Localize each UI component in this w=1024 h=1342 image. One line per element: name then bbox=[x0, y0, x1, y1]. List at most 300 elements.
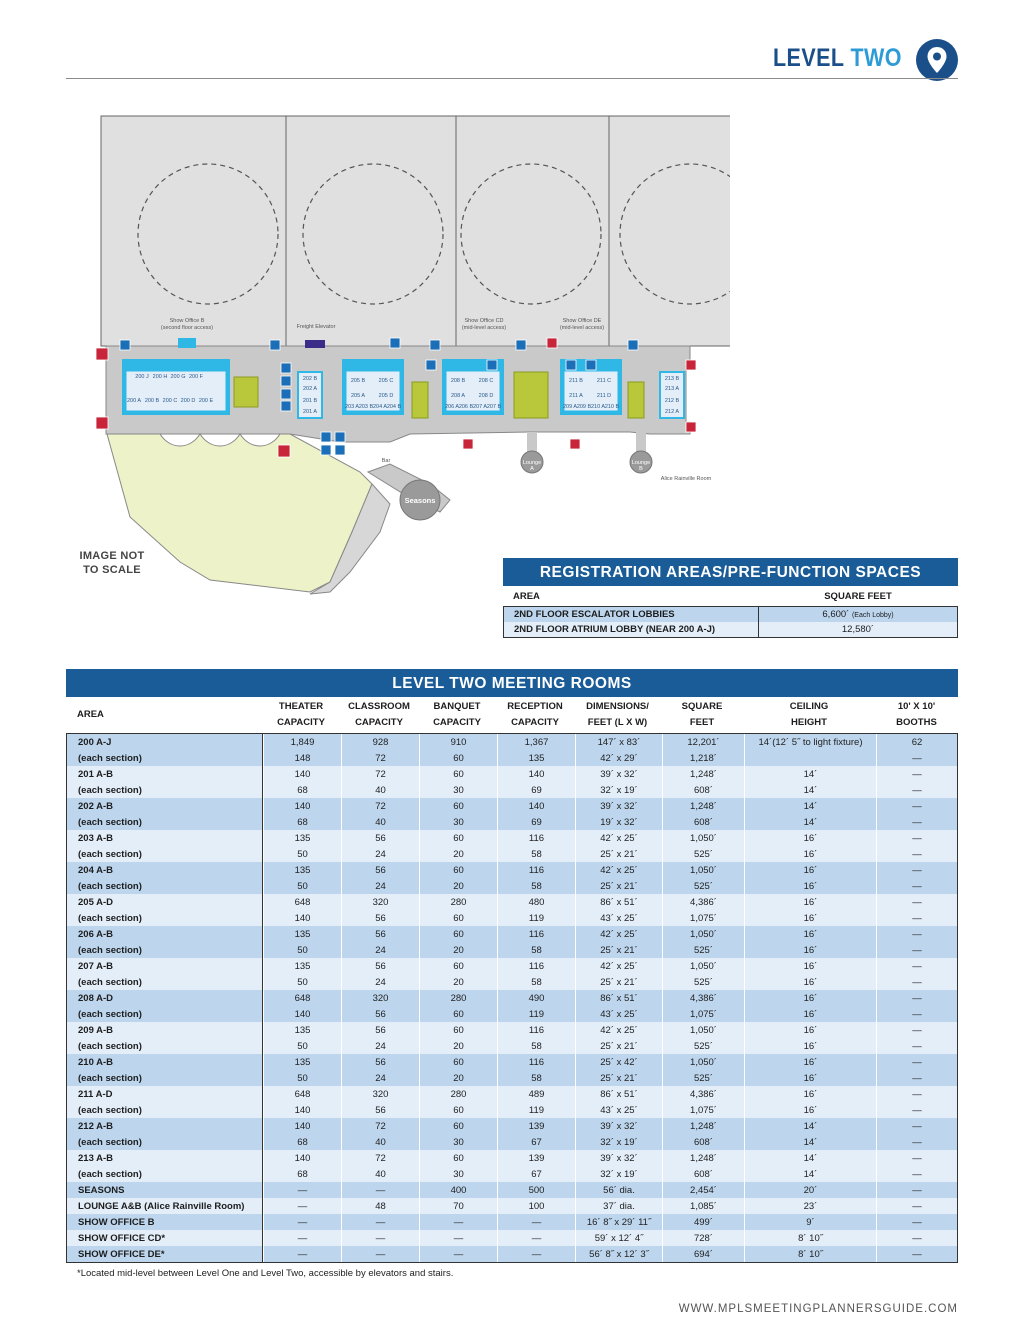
cell-area: (each section) bbox=[67, 1038, 263, 1054]
room-208b: 208 B bbox=[450, 378, 466, 384]
room-211b: 211 B bbox=[569, 378, 583, 384]
cell-reception: 119 bbox=[497, 1102, 575, 1118]
cell-reception: 69 bbox=[497, 814, 575, 830]
cell-area: 204 A-B bbox=[67, 862, 263, 878]
cell-area: (each section) bbox=[67, 910, 263, 926]
table-row bbox=[67, 1070, 957, 1086]
cell-reception: 480 bbox=[497, 894, 575, 910]
cell-ceiling: 20´ bbox=[744, 1182, 876, 1198]
cell-square-feet: 499´ bbox=[662, 1214, 744, 1230]
cell-theater: 648 bbox=[263, 894, 341, 910]
room-209a: 209 A bbox=[562, 404, 578, 410]
cell-dimensions: 25´ x 42´ bbox=[575, 1054, 662, 1070]
cell-theater: 140 bbox=[263, 1118, 341, 1134]
table-row bbox=[67, 974, 957, 990]
cell-classroom: 40 bbox=[341, 782, 419, 798]
cell-ceiling: 16´ bbox=[744, 1006, 876, 1022]
footnote: *Located mid-level between Level One and Level Two, accessible by elevators and stairs. bbox=[77, 1268, 454, 1279]
room-200g: 200 G bbox=[170, 374, 186, 380]
cell-banquet: 280 bbox=[419, 1086, 497, 1102]
cell-ceiling: 16´ bbox=[744, 1022, 876, 1038]
cell-classroom: 24 bbox=[341, 1070, 419, 1086]
cell-reception: 490 bbox=[497, 990, 575, 1006]
label-show-office-b-note: (second floor access) bbox=[160, 325, 214, 331]
cell-banquet: 910 bbox=[419, 734, 497, 750]
cell-theater: 135 bbox=[263, 862, 341, 878]
table-row bbox=[67, 750, 957, 766]
cell-ceiling: 16´ bbox=[744, 1054, 876, 1070]
cell-area: 203 A-B bbox=[67, 830, 263, 846]
table-row bbox=[67, 1214, 957, 1230]
cell-classroom: 56 bbox=[341, 862, 419, 878]
cell-dimensions: 42´ x 25´ bbox=[575, 862, 662, 878]
cell-theater: 140 bbox=[263, 1102, 341, 1118]
registration-col-sqft: SQUARE FEET bbox=[824, 590, 892, 602]
cell-reception: 69 bbox=[497, 782, 575, 798]
table-row bbox=[67, 830, 957, 846]
cell-theater: 50 bbox=[263, 846, 341, 862]
cell-booths: — bbox=[876, 1150, 957, 1166]
cell-square-feet: 1,248´ bbox=[662, 766, 744, 782]
cell-reception: 140 bbox=[497, 766, 575, 782]
cell-ceiling: 16´ bbox=[744, 878, 876, 894]
cell-dimensions: 32´ x 19´ bbox=[575, 782, 662, 798]
room-209b: 209 B bbox=[576, 404, 592, 410]
table-row bbox=[67, 862, 957, 878]
cell-banquet: 30 bbox=[419, 782, 497, 798]
cell-square-feet: 525´ bbox=[662, 878, 744, 894]
table-row bbox=[67, 926, 957, 942]
cell-booths: — bbox=[876, 766, 957, 782]
cell-area: (each section) bbox=[67, 1070, 263, 1086]
cell-classroom: — bbox=[341, 1230, 419, 1246]
cell-reception: 140 bbox=[497, 798, 575, 814]
room-204a: 204 A bbox=[372, 404, 388, 410]
cell-classroom: 72 bbox=[341, 1118, 419, 1134]
cell-square-feet: 608´ bbox=[662, 1134, 744, 1150]
room-202a: 202 A bbox=[302, 386, 318, 392]
table-row bbox=[67, 1022, 957, 1038]
cell-area: 201 A-B bbox=[67, 766, 263, 782]
cell-booths: — bbox=[876, 1054, 957, 1070]
cell-banquet: 280 bbox=[419, 894, 497, 910]
cell-banquet: 60 bbox=[419, 766, 497, 782]
cell-square-feet: 525´ bbox=[662, 1038, 744, 1054]
cell-dimensions: 43´ x 25´ bbox=[575, 1006, 662, 1022]
cell-banquet: 60 bbox=[419, 830, 497, 846]
cell-theater: — bbox=[263, 1214, 341, 1230]
cell-square-feet: 1,050´ bbox=[662, 1054, 744, 1070]
cell-classroom: 24 bbox=[341, 846, 419, 862]
cell-reception: 58 bbox=[497, 846, 575, 862]
label-show-office-cd: Show Office CD bbox=[464, 318, 504, 324]
room-211a: 211 A bbox=[569, 393, 583, 399]
col-area: AREA bbox=[77, 709, 104, 720]
cell-ceiling: 14´ bbox=[744, 798, 876, 814]
cell-theater: 648 bbox=[263, 1086, 341, 1102]
cell-booths: — bbox=[876, 926, 957, 942]
cell-ceiling: 14´ bbox=[744, 1118, 876, 1134]
cell-banquet: 70 bbox=[419, 1198, 497, 1214]
cell-dimensions: 25´ x 21´ bbox=[575, 974, 662, 990]
cell-banquet: 20 bbox=[419, 1038, 497, 1054]
col-dimensions: DIMENSIONS/ FEET (L X W) bbox=[586, 701, 649, 728]
cell-square-feet: 1,075´ bbox=[662, 910, 744, 926]
room-202b: 202 B bbox=[302, 376, 318, 382]
cell-area: 209 A-B bbox=[67, 1022, 263, 1038]
rooms-200 bbox=[122, 359, 230, 415]
cell-dimensions: 56´ 8˝ x 12´ 3˝ bbox=[575, 1246, 662, 1262]
cell-dimensions: 39´ x 32´ bbox=[575, 1118, 662, 1134]
cell-classroom: 40 bbox=[341, 814, 419, 830]
cell-reception: — bbox=[497, 1230, 575, 1246]
cell-reception: 67 bbox=[497, 1166, 575, 1182]
cell-reception: 116 bbox=[497, 1022, 575, 1038]
cell-dimensions: 56´ dia. bbox=[575, 1182, 662, 1198]
table-row bbox=[67, 814, 957, 830]
cell-square-feet: 12,201´ bbox=[662, 734, 744, 750]
cell-banquet: 60 bbox=[419, 910, 497, 926]
table-row bbox=[67, 782, 957, 798]
room-200e: 200 E bbox=[198, 398, 214, 404]
room-213b: 213 B bbox=[664, 376, 680, 382]
cell-theater: 1,849 bbox=[263, 734, 341, 750]
cell-dimensions: 42´ x 29´ bbox=[575, 750, 662, 766]
cell-theater: 135 bbox=[263, 1054, 341, 1070]
room-203a: 203 A bbox=[344, 404, 360, 410]
cell-reception: 116 bbox=[497, 926, 575, 942]
cell-banquet: 20 bbox=[419, 1070, 497, 1086]
table-row bbox=[67, 910, 957, 926]
cell-area: SHOW OFFICE CD* bbox=[67, 1230, 263, 1246]
cell-classroom: — bbox=[341, 1182, 419, 1198]
cell-ceiling: 16´ bbox=[744, 942, 876, 958]
room-200j: 200 J bbox=[135, 374, 149, 380]
cell-classroom: 48 bbox=[341, 1198, 419, 1214]
cell-booths: — bbox=[876, 1246, 957, 1262]
cell-booths: — bbox=[876, 958, 957, 974]
cell-theater: 50 bbox=[263, 974, 341, 990]
room-201b: 201 B bbox=[302, 398, 318, 404]
cell-booths: — bbox=[876, 878, 957, 894]
cell-ceiling: 14´ bbox=[744, 1166, 876, 1182]
cell-theater: — bbox=[263, 1230, 341, 1246]
cell-classroom: 320 bbox=[341, 990, 419, 1006]
cell-reception: 116 bbox=[497, 862, 575, 878]
cell-ceiling: 14´ bbox=[744, 766, 876, 782]
col-ceiling: CEILING HEIGHT bbox=[789, 701, 829, 728]
cell-classroom: 72 bbox=[341, 766, 419, 782]
cell-reception: 116 bbox=[497, 958, 575, 974]
cell-classroom: 56 bbox=[341, 958, 419, 974]
cell-dimensions: 42´ x 25´ bbox=[575, 1022, 662, 1038]
registration-table bbox=[503, 558, 958, 638]
table-row bbox=[67, 1086, 957, 1102]
cell-theater: 68 bbox=[263, 782, 341, 798]
cell-dimensions: 32´ x 19´ bbox=[575, 1134, 662, 1150]
exhibit-halls bbox=[101, 116, 730, 346]
cell-square-feet: 1,050´ bbox=[662, 958, 744, 974]
cell-ceiling: 16´ bbox=[744, 846, 876, 862]
table-row bbox=[67, 1150, 957, 1166]
cell-classroom: 56 bbox=[341, 910, 419, 926]
cell-banquet: 60 bbox=[419, 1054, 497, 1070]
cell-ceiling: 16´ bbox=[744, 1038, 876, 1054]
room-213a: 213 A bbox=[664, 386, 680, 392]
cell-classroom: 40 bbox=[341, 1134, 419, 1150]
cell-theater: 68 bbox=[263, 1166, 341, 1182]
room-200d: 200 D bbox=[180, 398, 196, 404]
cell-square-feet: 525´ bbox=[662, 846, 744, 862]
cell-area: (each section) bbox=[67, 878, 263, 894]
cell-ceiling: 16´ bbox=[744, 1086, 876, 1102]
cell-banquet: 60 bbox=[419, 1150, 497, 1166]
cell-square-feet: 1,248´ bbox=[662, 1150, 744, 1166]
cell-booths: — bbox=[876, 814, 957, 830]
cell-classroom: 40 bbox=[341, 1166, 419, 1182]
cell-area: (each section) bbox=[67, 942, 263, 958]
meeting-rooms-table bbox=[66, 669, 958, 1263]
cell-booths: — bbox=[876, 1198, 957, 1214]
cell-theater: — bbox=[263, 1246, 341, 1262]
cell-theater: — bbox=[263, 1182, 341, 1198]
cell-ceiling: 16´ bbox=[744, 974, 876, 990]
cell-ceiling: 8´ 10˝ bbox=[744, 1246, 876, 1262]
cell-area: (each section) bbox=[67, 1134, 263, 1150]
table-row bbox=[67, 958, 957, 974]
cell-area: (each section) bbox=[67, 1102, 263, 1118]
table-row bbox=[67, 734, 957, 750]
col-theater: THEATER CAPACITY bbox=[277, 701, 325, 728]
cell-dimensions: 42´ x 25´ bbox=[575, 926, 662, 942]
cell-square-feet: 694´ bbox=[662, 1246, 744, 1262]
cell-classroom: 320 bbox=[341, 894, 419, 910]
label-seasons: Seasons bbox=[404, 496, 436, 505]
registration-title: REGISTRATION AREAS/PRE-FUNCTION SPACES bbox=[503, 558, 958, 586]
cell-theater: 148 bbox=[263, 750, 341, 766]
cell-classroom: 72 bbox=[341, 1150, 419, 1166]
cell-ceiling: 16´ bbox=[744, 990, 876, 1006]
cell-reception: 116 bbox=[497, 1054, 575, 1070]
cell-dimensions: 25´ x 21´ bbox=[575, 942, 662, 958]
cell-booths: — bbox=[876, 830, 957, 846]
cell-banquet: 60 bbox=[419, 750, 497, 766]
table-row: 2ND FLOOR ESCALATOR LOBBIES 6,600´ (Each Lobby) bbox=[504, 607, 957, 622]
cell-banquet: 60 bbox=[419, 862, 497, 878]
label-alice-rainville: Alice Rainville Room bbox=[660, 476, 712, 482]
room-203b: 203 B bbox=[358, 404, 374, 410]
cell-theater: 140 bbox=[263, 1150, 341, 1166]
cell-area: 212 A-B bbox=[67, 1118, 263, 1134]
room-201a: 201 A bbox=[302, 409, 318, 415]
table-row bbox=[67, 1054, 957, 1070]
cell-ceiling: 16´ bbox=[744, 926, 876, 942]
meeting-rooms-title: LEVEL TWO MEETING ROOMS bbox=[66, 669, 958, 697]
cell-booths: — bbox=[876, 894, 957, 910]
cell-booths: — bbox=[876, 798, 957, 814]
cell-square-feet: 608´ bbox=[662, 1166, 744, 1182]
cell-area: (each section) bbox=[67, 1006, 263, 1022]
cell-booths: — bbox=[876, 1214, 957, 1230]
cell-area: 200 A-J bbox=[67, 734, 263, 750]
room-205b: 205 B bbox=[350, 378, 366, 384]
cell-dimensions: 25´ x 21´ bbox=[575, 1038, 662, 1054]
cell-banquet: — bbox=[419, 1246, 497, 1262]
table-row bbox=[67, 846, 957, 862]
cell-theater: 135 bbox=[263, 830, 341, 846]
cell-reception: — bbox=[497, 1246, 575, 1262]
cell-booths: — bbox=[876, 1118, 957, 1134]
col-banquet: BANQUET CAPACITY bbox=[433, 701, 481, 728]
table-row bbox=[67, 1182, 957, 1198]
cell-booths: — bbox=[876, 1070, 957, 1086]
registration-header-row bbox=[503, 586, 958, 606]
cell-dimensions: 59´ x 12´ 4˝ bbox=[575, 1230, 662, 1246]
cell-booths: — bbox=[876, 782, 957, 798]
room-200h: 200 H bbox=[152, 374, 168, 380]
cell-booths: — bbox=[876, 990, 957, 1006]
cell-theater: 648 bbox=[263, 990, 341, 1006]
cell-square-feet: 1,085´ bbox=[662, 1198, 744, 1214]
cell-reception: 100 bbox=[497, 1198, 575, 1214]
cell-square-feet: 525´ bbox=[662, 942, 744, 958]
table-row bbox=[67, 1102, 957, 1118]
cell-ceiling: 16´ bbox=[744, 958, 876, 974]
room-211c: 211 C bbox=[596, 378, 612, 384]
cell-theater: 68 bbox=[263, 1134, 341, 1150]
label-show-office-cd-note: (mid-level access) bbox=[461, 325, 507, 331]
cell-classroom: — bbox=[341, 1214, 419, 1230]
cell-dimensions: 86´ x 51´ bbox=[575, 1086, 662, 1102]
cell-theater: 50 bbox=[263, 878, 341, 894]
cell-booths: 62 bbox=[876, 734, 957, 750]
table-row bbox=[67, 1246, 957, 1262]
cell-reception: 116 bbox=[497, 830, 575, 846]
cell-dimensions: 39´ x 32´ bbox=[575, 1150, 662, 1166]
cell-theater: — bbox=[263, 1198, 341, 1214]
cell-dimensions: 25´ x 21´ bbox=[575, 1070, 662, 1086]
cell-square-feet: 1,050´ bbox=[662, 1022, 744, 1038]
cell-banquet: 30 bbox=[419, 1134, 497, 1150]
cell-dimensions: 42´ x 25´ bbox=[575, 958, 662, 974]
cell-theater: 140 bbox=[263, 910, 341, 926]
table-row bbox=[67, 1198, 957, 1214]
cell-dimensions: 42´ x 25´ bbox=[575, 830, 662, 846]
cell-reception: 119 bbox=[497, 1006, 575, 1022]
cell-area: 206 A-B bbox=[67, 926, 263, 942]
cell-booths: — bbox=[876, 910, 957, 926]
cell-booths: — bbox=[876, 862, 957, 878]
cell-ceiling: 16´ bbox=[744, 1102, 876, 1118]
table-row bbox=[67, 990, 957, 1006]
cell-booths: — bbox=[876, 1086, 957, 1102]
cell-theater: 50 bbox=[263, 1038, 341, 1054]
room-208c: 208 C bbox=[478, 378, 494, 384]
table-row bbox=[67, 878, 957, 894]
cell-banquet: 60 bbox=[419, 1006, 497, 1022]
page-title: LEVEL TWO bbox=[773, 44, 902, 72]
cell-banquet: — bbox=[419, 1230, 497, 1246]
cell-banquet: 60 bbox=[419, 1022, 497, 1038]
cell-ceiling: 14´ bbox=[744, 782, 876, 798]
room-206a: 206 A bbox=[444, 404, 460, 410]
label-show-office-de-note: (mid-level access) bbox=[559, 325, 605, 331]
cell-classroom: 56 bbox=[341, 1054, 419, 1070]
room-204b: 204 B bbox=[386, 404, 402, 410]
cell-banquet: 20 bbox=[419, 974, 497, 990]
cell-banquet: 400 bbox=[419, 1182, 497, 1198]
cell-area: 208 A-D bbox=[67, 990, 263, 1006]
room-212b: 212 B bbox=[664, 398, 680, 404]
table-row bbox=[67, 1166, 957, 1182]
cell-reception: 58 bbox=[497, 1070, 575, 1086]
cell-banquet: 60 bbox=[419, 958, 497, 974]
table-row bbox=[67, 1006, 957, 1022]
table-row bbox=[67, 1038, 957, 1054]
cell-dimensions: 39´ x 32´ bbox=[575, 766, 662, 782]
room-200a: 200 A bbox=[126, 398, 142, 404]
cell-square-feet: 1,075´ bbox=[662, 1102, 744, 1118]
map-pin-icon bbox=[916, 39, 958, 81]
room-208d: 208 D bbox=[478, 393, 494, 399]
label-show-office-b: Show Office B bbox=[169, 318, 205, 324]
cell-square-feet: 4,386´ bbox=[662, 990, 744, 1006]
cell-square-feet: 1,248´ bbox=[662, 1118, 744, 1134]
cell-square-feet: 1,050´ bbox=[662, 926, 744, 942]
cell-area: LOUNGE A&B (Alice Rainville Room) bbox=[67, 1198, 263, 1214]
room-200c: 200 C bbox=[162, 398, 178, 404]
room-200b: 200 B bbox=[144, 398, 160, 404]
label-freight-elevator: Freight Elevator bbox=[296, 324, 336, 330]
room-200f: 200 F bbox=[188, 374, 204, 380]
cell-area: 207 A-B bbox=[67, 958, 263, 974]
room-212a: 212 A bbox=[664, 409, 680, 415]
label-lounge-a: Lounge bbox=[522, 460, 542, 466]
cell-ceiling: 14´ bbox=[744, 814, 876, 830]
room-208a: 208 A bbox=[450, 393, 466, 399]
cell-classroom: 72 bbox=[341, 798, 419, 814]
cell-banquet: 20 bbox=[419, 942, 497, 958]
cell-ceiling: 8´ 10˝ bbox=[744, 1230, 876, 1246]
cell-banquet: 20 bbox=[419, 878, 497, 894]
cell-area: (each section) bbox=[67, 1166, 263, 1182]
room-206b: 206 B bbox=[458, 404, 474, 410]
cell-area: (each section) bbox=[67, 782, 263, 798]
cell-reception: 135 bbox=[497, 750, 575, 766]
table-row bbox=[67, 1118, 957, 1134]
col-reception: RECEPTION CAPACITY bbox=[507, 701, 563, 728]
cell-ceiling: 16´ bbox=[744, 830, 876, 846]
cell-booths: — bbox=[876, 1102, 957, 1118]
cell-reception: 58 bbox=[497, 942, 575, 958]
room-210a: 210 A bbox=[590, 404, 606, 410]
cell-area: 211 A-D bbox=[67, 1086, 263, 1102]
cell-square-feet: 608´ bbox=[662, 814, 744, 830]
cell-reception: 489 bbox=[497, 1086, 575, 1102]
cell-banquet: 30 bbox=[419, 1166, 497, 1182]
cell-reception: 119 bbox=[497, 910, 575, 926]
cell-booths: — bbox=[876, 1134, 957, 1150]
cell-square-feet: 2,454´ bbox=[662, 1182, 744, 1198]
room-207b: 207 B bbox=[486, 404, 502, 410]
cell-reception: 500 bbox=[497, 1182, 575, 1198]
meeting-rooms-body bbox=[66, 733, 958, 1263]
cell-ceiling: 14´ bbox=[744, 1134, 876, 1150]
table-row bbox=[67, 894, 957, 910]
cell-dimensions: 39´ x 32´ bbox=[575, 798, 662, 814]
cell-area: (each section) bbox=[67, 974, 263, 990]
cell-theater: 135 bbox=[263, 1022, 341, 1038]
